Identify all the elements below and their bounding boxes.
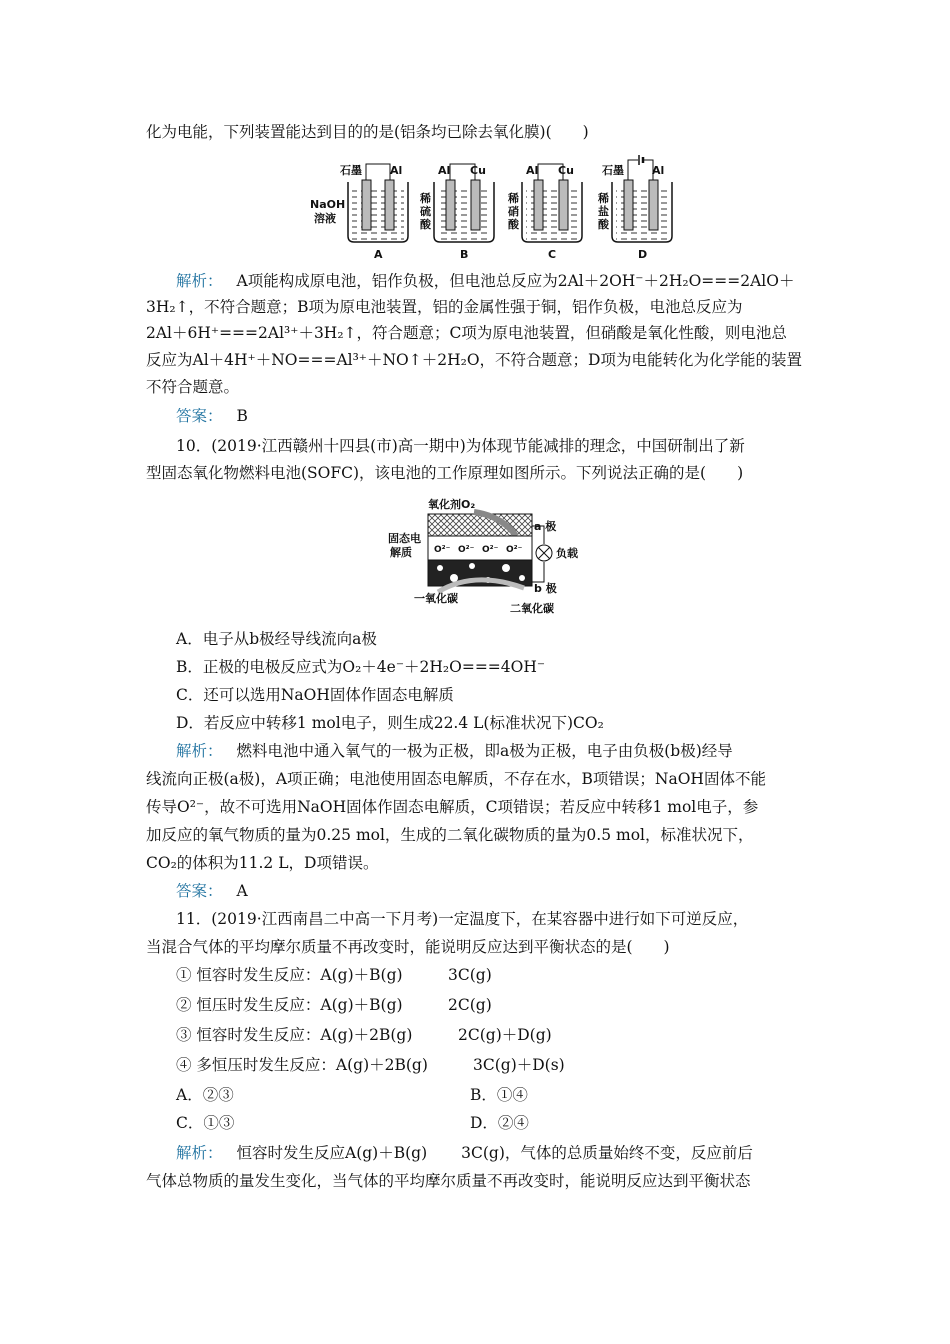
beaker-c-left-label: Al <box>526 164 539 177</box>
beaker-c-solution-2: 硝 <box>508 205 519 218</box>
beaker-b <box>419 164 494 261</box>
beaker-a-solution-2: 溶液 <box>314 212 336 225</box>
q10-option-d: D．若反应中转移1 mol电子，则生成22.4 L(标准状况下)CO₂ <box>176 714 604 732</box>
q10-analysis-label: 解析： <box>176 742 223 760</box>
q9-answer-label: 答案： <box>176 407 223 425</box>
q10-answer-value: A <box>236 882 248 900</box>
ion-label-3: O²⁻ <box>482 545 499 555</box>
q9-answer <box>176 406 248 426</box>
q11-reaction-4-cond: ④ 多恒压时发生反应：A(g)＋2B(g) <box>176 1056 428 1074</box>
q11-reaction-4 <box>176 1055 565 1075</box>
beaker-d-letter: D <box>638 248 648 261</box>
beaker-b-right-label: Cu <box>470 164 486 177</box>
q9-analysis-line-2: 3H₂↑，不符合题意；B项为原电池装置，铝的金属性强于铜，铝作负极，电池总反应为 <box>146 298 743 316</box>
beaker-a-solution-1: NaOH <box>310 198 346 211</box>
beaker-a <box>310 163 408 261</box>
q11-reaction-3 <box>176 1025 552 1045</box>
q10-stem-line-1: 10．(2019·江西赣州十四县(市)高一期中)为体现节能减排的理念，中国研制出了新 <box>176 437 745 455</box>
q11-option-a: A．②③ <box>176 1086 234 1104</box>
q9-beakers-figure <box>310 152 690 262</box>
q9-analysis-line-3: 2Al＋6H⁺===2Al³⁺＋3H₂↑，符合题意；C项为原电池装置，但硝酸是氧化性酸，则电池总 <box>146 324 787 342</box>
beaker-d-solution-1: 稀 <box>598 192 609 205</box>
q11-reaction-3-prod: 2C(g)＋D(g) <box>458 1026 552 1044</box>
beaker-c-solution-3: 酸 <box>508 218 519 231</box>
ion-label-4: O²⁻ <box>506 545 523 555</box>
beaker-d <box>597 155 672 261</box>
ion-label-2: O²⁻ <box>458 545 475 555</box>
q9-analysis-line-5: 不符合题意。 <box>146 378 240 396</box>
q9-analysis-text-1: A项能构成原电池，铝作负极，但电池总反应为2Al＋2OH⁻＋2H₂O===2AlO＋ <box>236 272 795 290</box>
q11-reaction-1-prod: 3C(g) <box>448 966 492 984</box>
beaker-d-solution-3: 酸 <box>598 218 609 231</box>
q11-options-row-1 <box>176 1085 528 1105</box>
q10-option-a: A．电子从b极经导线流向a极 <box>176 630 377 648</box>
q11-analysis-text-1: 恒容时发生反应A(g)＋B(g) <box>236 1144 428 1162</box>
q10-stem-line-2: 型固态氧化物燃料电池(SOFC)，该电池的工作原理如图所示。下列说法正确的是( ) <box>146 464 744 482</box>
q10-analysis-line-4: 加反应的氧气物质的量为0.25 mol，生成的二氧化碳物质的量为0.5 mol，标准状况下， <box>146 826 754 844</box>
q11-reaction-2-prod: 2C(g) <box>448 996 492 1014</box>
q11-option-d: D．②④ <box>470 1114 529 1132</box>
beaker-d-right-label: Al <box>652 164 665 177</box>
q10-option-c: C．还可以选用NaOH固体作固态电解质 <box>176 686 454 704</box>
q10-option-b: B．正极的电极反应式为O₂＋4e⁻＋2H₂O===4OH⁻ <box>176 658 546 676</box>
beaker-c-letter: C <box>548 248 557 261</box>
beaker-a-right-label: Al <box>390 164 403 177</box>
beaker-c <box>507 164 582 261</box>
beaker-d-solution-2: 盐 <box>598 205 609 218</box>
q11-reaction-2-cond: ② 恒压时发生反应：A(g)＋B(g) <box>176 996 403 1014</box>
beaker-c-right-label: Cu <box>558 164 574 177</box>
beaker-c-solution-1: 稀 <box>508 192 519 205</box>
q11-reaction-4-prod: 3C(g)＋D(s) <box>473 1056 565 1074</box>
load-label: 负载 <box>556 547 578 560</box>
electrolyte-label-2: 解质 <box>390 546 412 559</box>
beaker-b-letter: B <box>460 248 469 261</box>
q9-analysis-label: 解析： <box>176 272 223 290</box>
q11-reaction-1 <box>176 965 492 985</box>
beaker-d-left-label: 石墨 <box>602 164 624 177</box>
electrolyte-label-1: 固态电 <box>388 532 421 545</box>
q11-reaction-1-cond: ① 恒容时发生反应：A(g)＋B(g) <box>176 966 403 984</box>
beaker-b-left-label: Al <box>438 164 451 177</box>
q10-fuel-cell-figure <box>384 494 594 616</box>
q11-analysis-line-1 <box>176 1143 753 1163</box>
oxidant-label: 氧化剂O₂ <box>428 498 476 511</box>
q11-analysis-line-2: 气体总物质的量发生变化，当气体的平均摩尔质量不再改变时，能说明反应达到平衡状态 <box>146 1172 751 1190</box>
q11-options-row-2 <box>176 1113 529 1133</box>
q11-stem-line-2: 当混合气体的平均摩尔质量不再改变时，能说明反应达到平衡状态的是( ) <box>146 938 670 956</box>
beaker-b-solution-3: 酸 <box>420 218 431 231</box>
q10-analysis-text-1: 燃料电池中通入氧气的一极为正极，即a极为正极，电子由负极(b极)经导 <box>236 742 733 760</box>
q10-answer <box>176 881 248 901</box>
q9-stem: 化为电能，下列装置能达到目的的是(铝条均已除去氧化膜)( ) <box>146 123 589 141</box>
q10-analysis-line-2: 线流向正极(a极)，A项正确；电池使用固态电解质，不存在水，B项错误；NaOH固体不能 <box>146 770 766 788</box>
q10-analysis-line-5: CO₂的体积为11.2 L，D项错误。 <box>146 854 379 872</box>
q9-analysis-line-1 <box>176 271 794 291</box>
q10-analysis-line-3: 传导O²⁻，故不可选用NaOH固体作固态电解质，C项错误；若反应中转移1 mol电子，参 <box>146 798 759 816</box>
beaker-a-left-label: 石墨 <box>340 164 362 177</box>
q9-analysis-line-4: 反应为Al＋4H⁺＋NO===Al³⁺＋NO↑＋2H₂O，不符合题意；D项为电能转化为化学能的装置 <box>146 351 802 369</box>
q9-answer-value: B <box>236 407 248 425</box>
q11-option-b: B．①④ <box>470 1086 528 1104</box>
q11-stem-line-1: 11．(2019·江西南昌二中高一下月考)一定温度下，在某容器中进行如下可逆反应， <box>176 910 749 928</box>
q10-analysis-line-1 <box>176 741 733 761</box>
ion-label-1: O²⁻ <box>434 545 451 555</box>
pole-b-label: b 极 <box>534 582 557 595</box>
q11-reaction-3-cond: ③ 恒容时发生反应：A(g)＋2B(g) <box>176 1026 413 1044</box>
beaker-b-solution-1: 稀 <box>420 192 431 205</box>
co-label: 一氧化碳 <box>414 592 458 605</box>
q11-analysis-text-1b: 3C(g)，气体的总质量始终不变，反应前后 <box>461 1144 753 1162</box>
q11-option-c: C．①③ <box>176 1114 235 1132</box>
q10-answer-label: 答案： <box>176 882 223 900</box>
q11-analysis-label: 解析： <box>176 1144 223 1162</box>
beaker-b-solution-2: 硫 <box>420 205 431 218</box>
co2-label: 二氧化碳 <box>510 602 554 615</box>
q11-reaction-2 <box>176 995 492 1015</box>
beaker-a-letter: A <box>374 248 383 261</box>
pole-a-label: a 极 <box>534 520 557 533</box>
